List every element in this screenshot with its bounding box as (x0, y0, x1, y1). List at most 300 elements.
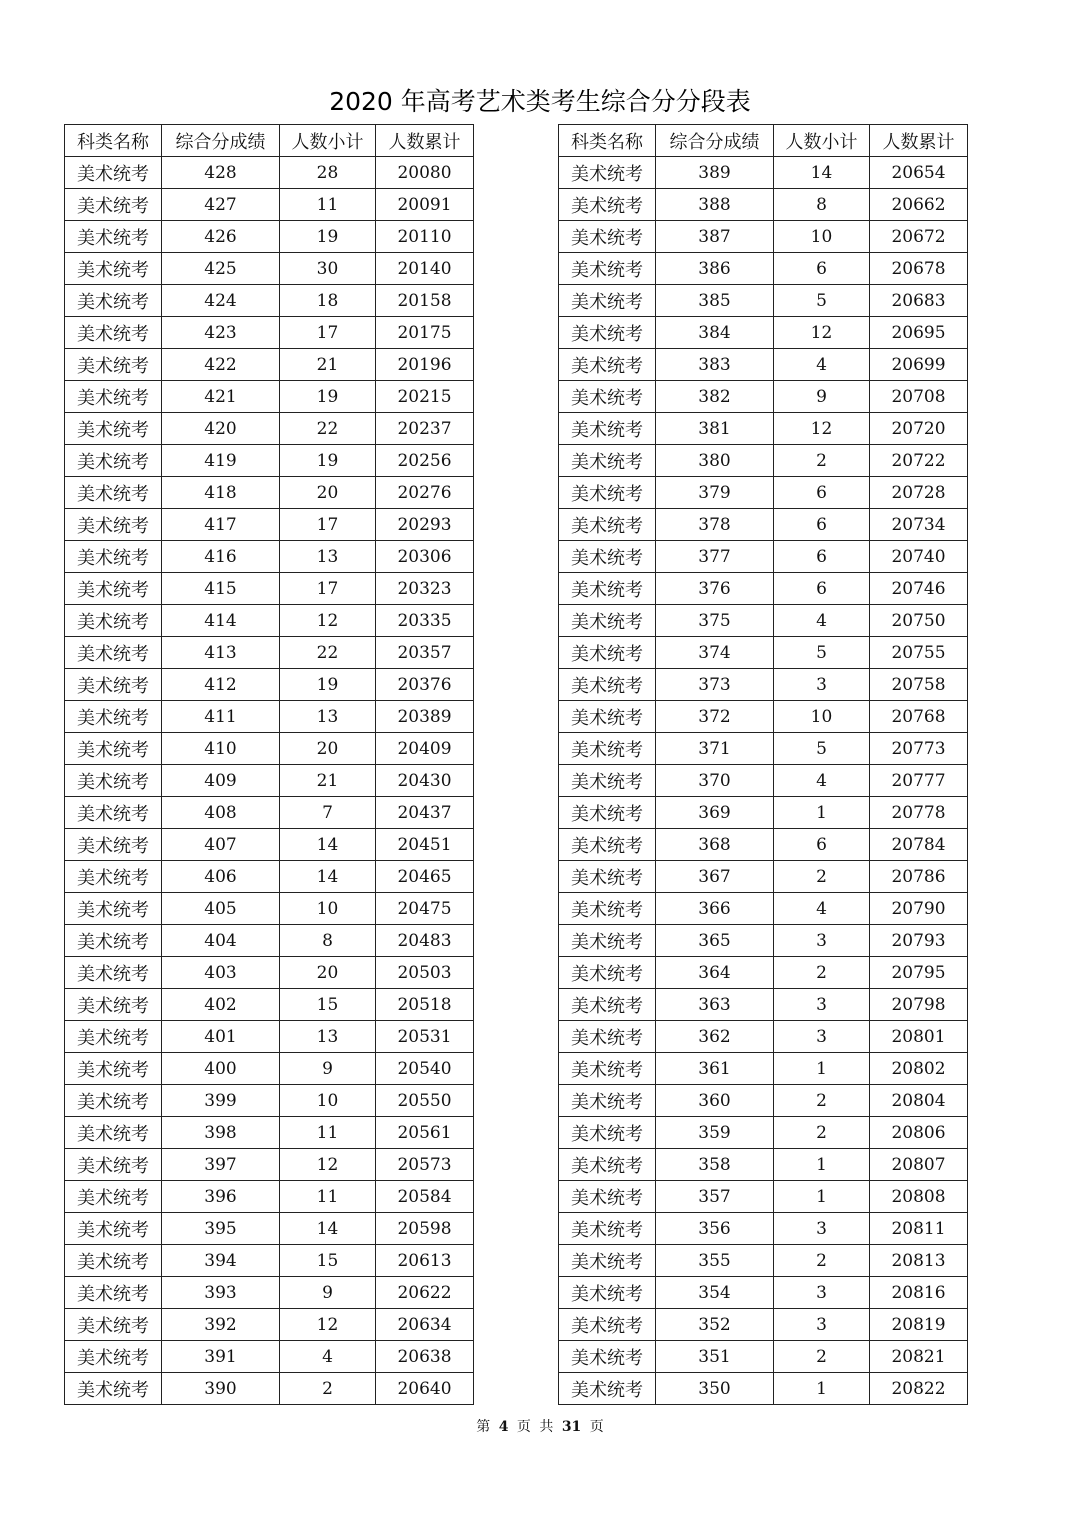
cell-cumulative: 20110 (376, 221, 474, 253)
table-row (559, 1309, 968, 1341)
table-row (65, 221, 474, 253)
cell-category: 美术统考 (559, 1053, 656, 1085)
cell-score: 413 (162, 637, 280, 669)
cell-category: 美术统考 (65, 285, 162, 317)
cell-cumulative: 20798 (870, 989, 968, 1021)
cell-score: 411 (162, 701, 280, 733)
cell-count: 28 (280, 157, 376, 189)
cell-category: 美术统考 (65, 1181, 162, 1213)
cell-category: 美术统考 (65, 541, 162, 573)
cell-category: 美术统考 (65, 1149, 162, 1181)
cell-cumulative: 20561 (376, 1117, 474, 1149)
header-category: 科类名称 (559, 125, 656, 157)
score-table-left (64, 124, 474, 1405)
table-row (65, 893, 474, 925)
cell-category: 美术统考 (65, 573, 162, 605)
cell-cumulative: 20755 (870, 637, 968, 669)
cell-cumulative: 20613 (376, 1245, 474, 1277)
header-count: 人数小计 (774, 125, 870, 157)
cell-category: 美术统考 (559, 1213, 656, 1245)
cell-count: 10 (774, 701, 870, 733)
cell-category: 美术统考 (65, 893, 162, 925)
cell-cumulative: 20695 (870, 317, 968, 349)
cell-category: 美术统考 (559, 413, 656, 445)
cell-category: 美术统考 (65, 605, 162, 637)
cell-cumulative: 20140 (376, 253, 474, 285)
cell-cumulative: 20389 (376, 701, 474, 733)
cell-count: 2 (774, 1085, 870, 1117)
cell-count: 10 (280, 1085, 376, 1117)
cell-count: 4 (774, 605, 870, 637)
cell-count: 2 (774, 1117, 870, 1149)
cell-count: 6 (774, 541, 870, 573)
footer-prefix: 第 (476, 1419, 491, 1435)
cell-cumulative: 20256 (376, 445, 474, 477)
table-row (559, 829, 968, 861)
table-row (559, 637, 968, 669)
cell-score: 402 (162, 989, 280, 1021)
cell-score: 366 (656, 893, 774, 925)
cell-cumulative: 20672 (870, 221, 968, 253)
cell-category: 美术统考 (559, 1341, 656, 1373)
table-row (559, 445, 968, 477)
header-row (65, 125, 474, 157)
cell-category: 美术统考 (65, 1245, 162, 1277)
cell-cumulative: 20720 (870, 413, 968, 445)
cell-score: 397 (162, 1149, 280, 1181)
cell-count: 1 (774, 1181, 870, 1213)
cell-category: 美术统考 (65, 1053, 162, 1085)
cell-score: 376 (656, 573, 774, 605)
cell-category: 美术统考 (559, 925, 656, 957)
cell-cumulative: 20811 (870, 1213, 968, 1245)
table-row (559, 221, 968, 253)
cell-category: 美术统考 (65, 1277, 162, 1309)
cell-cumulative: 20196 (376, 349, 474, 381)
cell-count: 3 (774, 669, 870, 701)
cell-count: 19 (280, 445, 376, 477)
table-row (65, 349, 474, 381)
table-row (65, 669, 474, 701)
table-row (559, 509, 968, 541)
cell-category: 美术统考 (65, 253, 162, 285)
table-row (65, 189, 474, 221)
table-row (65, 1053, 474, 1085)
cell-score: 351 (656, 1341, 774, 1373)
cell-score: 425 (162, 253, 280, 285)
cell-cumulative: 20802 (870, 1053, 968, 1085)
table-row (65, 1085, 474, 1117)
cell-count: 7 (280, 797, 376, 829)
cell-cumulative: 20813 (870, 1245, 968, 1277)
table-row (559, 701, 968, 733)
table-row (559, 1053, 968, 1085)
cell-score: 361 (656, 1053, 774, 1085)
cell-category: 美术统考 (65, 509, 162, 541)
cell-score: 406 (162, 861, 280, 893)
cell-cumulative: 20654 (870, 157, 968, 189)
cell-score: 359 (656, 1117, 774, 1149)
table-row (65, 765, 474, 797)
cell-cumulative: 20801 (870, 1021, 968, 1053)
cell-count: 14 (280, 829, 376, 861)
cell-score: 407 (162, 829, 280, 861)
table-row (65, 861, 474, 893)
table-row (65, 1373, 474, 1405)
cell-cumulative: 20550 (376, 1085, 474, 1117)
cell-count: 2 (280, 1373, 376, 1405)
cell-category: 美术统考 (559, 1309, 656, 1341)
table-row (65, 1309, 474, 1341)
cell-cumulative: 20822 (870, 1373, 968, 1405)
cell-score: 388 (656, 189, 774, 221)
cell-cumulative: 20306 (376, 541, 474, 573)
cell-cumulative: 20758 (870, 669, 968, 701)
cell-category: 美术统考 (65, 1213, 162, 1245)
cell-cumulative: 20806 (870, 1117, 968, 1149)
table-row (65, 1117, 474, 1149)
cell-score: 358 (656, 1149, 774, 1181)
cell-category: 美术统考 (559, 637, 656, 669)
cell-count: 12 (280, 1149, 376, 1181)
cell-count: 4 (774, 765, 870, 797)
cell-count: 3 (774, 1309, 870, 1341)
cell-count: 9 (280, 1277, 376, 1309)
cell-count: 12 (280, 1309, 376, 1341)
cell-score: 369 (656, 797, 774, 829)
cell-count: 17 (280, 509, 376, 541)
table-row (65, 733, 474, 765)
cell-category: 美术统考 (559, 797, 656, 829)
score-table-right-body (559, 157, 968, 1405)
cell-count: 1 (774, 1053, 870, 1085)
cell-category: 美术统考 (559, 861, 656, 893)
cell-count: 1 (774, 1373, 870, 1405)
table-row (559, 1181, 968, 1213)
cell-count: 10 (774, 221, 870, 253)
cell-cumulative: 20804 (870, 1085, 968, 1117)
cell-score: 362 (656, 1021, 774, 1053)
cell-score: 371 (656, 733, 774, 765)
cell-count: 2 (774, 1245, 870, 1277)
cell-cumulative: 20640 (376, 1373, 474, 1405)
cell-count: 6 (774, 477, 870, 509)
cell-score: 352 (656, 1309, 774, 1341)
table-row (559, 541, 968, 573)
cell-cumulative: 20777 (870, 765, 968, 797)
cell-count: 6 (774, 573, 870, 605)
cell-count: 14 (280, 861, 376, 893)
cell-cumulative: 20734 (870, 509, 968, 541)
cell-score: 375 (656, 605, 774, 637)
table-row (65, 157, 474, 189)
cell-count: 3 (774, 989, 870, 1021)
cell-cumulative: 20768 (870, 701, 968, 733)
table-row (559, 733, 968, 765)
cell-count: 15 (280, 989, 376, 1021)
cell-category: 美术统考 (559, 445, 656, 477)
cell-cumulative: 20215 (376, 381, 474, 413)
cell-cumulative: 20409 (376, 733, 474, 765)
table-row (559, 1277, 968, 1309)
table-row (559, 765, 968, 797)
table-row (559, 957, 968, 989)
cell-score: 409 (162, 765, 280, 797)
header-cumulative: 人数累计 (870, 125, 968, 157)
cell-cumulative: 20465 (376, 861, 474, 893)
cell-cumulative: 20773 (870, 733, 968, 765)
cell-cumulative: 20475 (376, 893, 474, 925)
cell-count: 9 (280, 1053, 376, 1085)
cell-cumulative: 20793 (870, 925, 968, 957)
cell-score: 384 (656, 317, 774, 349)
cell-count: 8 (774, 189, 870, 221)
cell-score: 373 (656, 669, 774, 701)
table-row (65, 957, 474, 989)
header-score: 综合分成绩 (162, 125, 280, 157)
cell-cumulative: 20722 (870, 445, 968, 477)
cell-count: 19 (280, 381, 376, 413)
cell-count: 21 (280, 765, 376, 797)
cell-count: 2 (774, 1341, 870, 1373)
cell-category: 美术统考 (559, 317, 656, 349)
cell-category: 美术统考 (559, 989, 656, 1021)
cell-score: 356 (656, 1213, 774, 1245)
cell-count: 12 (774, 413, 870, 445)
cell-score: 380 (656, 445, 774, 477)
cell-category: 美术统考 (65, 1021, 162, 1053)
cell-score: 393 (162, 1277, 280, 1309)
table-row (65, 413, 474, 445)
cell-category: 美术统考 (65, 1309, 162, 1341)
footer-page-total: 31 (561, 1419, 582, 1435)
cell-category: 美术统考 (65, 477, 162, 509)
cell-category: 美术统考 (559, 1245, 656, 1277)
cell-score: 363 (656, 989, 774, 1021)
cell-category: 美术统考 (559, 253, 656, 285)
cell-cumulative: 20451 (376, 829, 474, 861)
cell-count: 11 (280, 189, 376, 221)
cell-score: 350 (656, 1373, 774, 1405)
footer-suffix: 页 (589, 1419, 604, 1435)
table-row (559, 1085, 968, 1117)
cell-score: 416 (162, 541, 280, 573)
table-row (559, 1021, 968, 1053)
cell-cumulative: 20376 (376, 669, 474, 701)
table-row (65, 445, 474, 477)
cell-cumulative: 20335 (376, 605, 474, 637)
cell-score: 370 (656, 765, 774, 797)
cell-count: 13 (280, 1021, 376, 1053)
cell-count: 4 (280, 1341, 376, 1373)
cell-category: 美术统考 (65, 317, 162, 349)
cell-category: 美术统考 (65, 1085, 162, 1117)
cell-count: 1 (774, 1149, 870, 1181)
cell-count: 17 (280, 573, 376, 605)
cell-score: 395 (162, 1213, 280, 1245)
cell-score: 368 (656, 829, 774, 861)
cell-category: 美术统考 (65, 733, 162, 765)
cell-cumulative: 20808 (870, 1181, 968, 1213)
cell-cumulative: 20573 (376, 1149, 474, 1181)
cell-category: 美术统考 (559, 381, 656, 413)
cell-category: 美术统考 (65, 829, 162, 861)
table-row (65, 1277, 474, 1309)
cell-cumulative: 20091 (376, 189, 474, 221)
cell-score: 392 (162, 1309, 280, 1341)
score-table-right (558, 124, 968, 1405)
cell-cumulative: 20683 (870, 285, 968, 317)
cell-cumulative: 20437 (376, 797, 474, 829)
cell-cumulative: 20786 (870, 861, 968, 893)
cell-cumulative: 20483 (376, 925, 474, 957)
cell-count: 13 (280, 541, 376, 573)
cell-score: 417 (162, 509, 280, 541)
cell-cumulative: 20795 (870, 957, 968, 989)
table-row (559, 893, 968, 925)
cell-category: 美术统考 (65, 797, 162, 829)
table-row (559, 1117, 968, 1149)
header-row (559, 125, 968, 157)
cell-category: 美术统考 (559, 1181, 656, 1213)
cell-count: 17 (280, 317, 376, 349)
cell-cumulative: 20790 (870, 893, 968, 925)
cell-score: 355 (656, 1245, 774, 1277)
cell-cumulative: 20584 (376, 1181, 474, 1213)
cell-cumulative: 20708 (870, 381, 968, 413)
cell-score: 378 (656, 509, 774, 541)
footer-page-number: 4 (498, 1419, 509, 1435)
table-row (65, 701, 474, 733)
cell-cumulative: 20622 (376, 1277, 474, 1309)
cell-cumulative: 20276 (376, 477, 474, 509)
table-row (65, 1181, 474, 1213)
table-row (559, 317, 968, 349)
cell-count: 22 (280, 637, 376, 669)
cell-category: 美术统考 (65, 989, 162, 1021)
cell-count: 15 (280, 1245, 376, 1277)
cell-category: 美术统考 (559, 669, 656, 701)
table-row (559, 477, 968, 509)
cell-category: 美术统考 (65, 349, 162, 381)
cell-category: 美术统考 (65, 157, 162, 189)
cell-score: 383 (656, 349, 774, 381)
cell-score: 357 (656, 1181, 774, 1213)
cell-cumulative: 20430 (376, 765, 474, 797)
table-row (559, 861, 968, 893)
cell-score: 360 (656, 1085, 774, 1117)
cell-score: 354 (656, 1277, 774, 1309)
cell-category: 美术统考 (559, 1021, 656, 1053)
cell-cumulative: 20784 (870, 829, 968, 861)
cell-category: 美术统考 (559, 541, 656, 573)
cell-count: 21 (280, 349, 376, 381)
cell-count: 22 (280, 413, 376, 445)
cell-cumulative: 20503 (376, 957, 474, 989)
cell-count: 4 (774, 349, 870, 381)
table-row (559, 413, 968, 445)
table-row (559, 381, 968, 413)
cell-score: 422 (162, 349, 280, 381)
cell-count: 12 (774, 317, 870, 349)
table-row (559, 925, 968, 957)
cell-cumulative: 20699 (870, 349, 968, 381)
cell-category: 美术统考 (559, 605, 656, 637)
header-count: 人数小计 (280, 125, 376, 157)
cell-category: 美术统考 (65, 1341, 162, 1373)
cell-count: 20 (280, 733, 376, 765)
cell-score: 374 (656, 637, 774, 669)
footer-mid: 页 共 (516, 1419, 554, 1435)
cell-score: 415 (162, 573, 280, 605)
table-row (65, 605, 474, 637)
cell-cumulative: 20740 (870, 541, 968, 573)
cell-score: 377 (656, 541, 774, 573)
table-row (65, 1341, 474, 1373)
cell-category: 美术统考 (559, 765, 656, 797)
cell-category: 美术统考 (65, 637, 162, 669)
cell-cumulative: 20746 (870, 573, 968, 605)
table-row (65, 541, 474, 573)
cell-category: 美术统考 (559, 829, 656, 861)
cell-count: 5 (774, 637, 870, 669)
cell-category: 美术统考 (65, 861, 162, 893)
cell-score: 403 (162, 957, 280, 989)
cell-count: 20 (280, 477, 376, 509)
cell-cumulative: 20678 (870, 253, 968, 285)
table-row (559, 1341, 968, 1373)
cell-score: 382 (656, 381, 774, 413)
cell-score: 405 (162, 893, 280, 925)
cell-category: 美术统考 (559, 189, 656, 221)
table-row (65, 829, 474, 861)
cell-score: 401 (162, 1021, 280, 1053)
cell-cumulative: 20819 (870, 1309, 968, 1341)
cell-score: 365 (656, 925, 774, 957)
cell-cumulative: 20728 (870, 477, 968, 509)
cell-cumulative: 20816 (870, 1277, 968, 1309)
table-row (559, 349, 968, 381)
cell-score: 414 (162, 605, 280, 637)
cell-cumulative: 20821 (870, 1341, 968, 1373)
cell-category: 美术统考 (559, 221, 656, 253)
cell-category: 美术统考 (559, 1085, 656, 1117)
cell-category: 美术统考 (65, 1373, 162, 1405)
cell-count: 12 (280, 605, 376, 637)
cell-score: 419 (162, 445, 280, 477)
cell-count: 19 (280, 669, 376, 701)
cell-category: 美术统考 (559, 1373, 656, 1405)
cell-category: 美术统考 (65, 925, 162, 957)
table-row (559, 1245, 968, 1277)
cell-score: 390 (162, 1373, 280, 1405)
cell-category: 美术统考 (65, 445, 162, 477)
table-row (65, 253, 474, 285)
cell-cumulative: 20778 (870, 797, 968, 829)
cell-category: 美术统考 (65, 765, 162, 797)
cell-category: 美术统考 (559, 733, 656, 765)
cell-count: 19 (280, 221, 376, 253)
cell-count: 10 (280, 893, 376, 925)
cell-count: 3 (774, 1277, 870, 1309)
cell-score: 391 (162, 1341, 280, 1373)
cell-score: 400 (162, 1053, 280, 1085)
table-row (559, 157, 968, 189)
cell-count: 20 (280, 957, 376, 989)
cell-cumulative: 20807 (870, 1149, 968, 1181)
table-row (559, 1373, 968, 1405)
cell-cumulative: 20662 (870, 189, 968, 221)
